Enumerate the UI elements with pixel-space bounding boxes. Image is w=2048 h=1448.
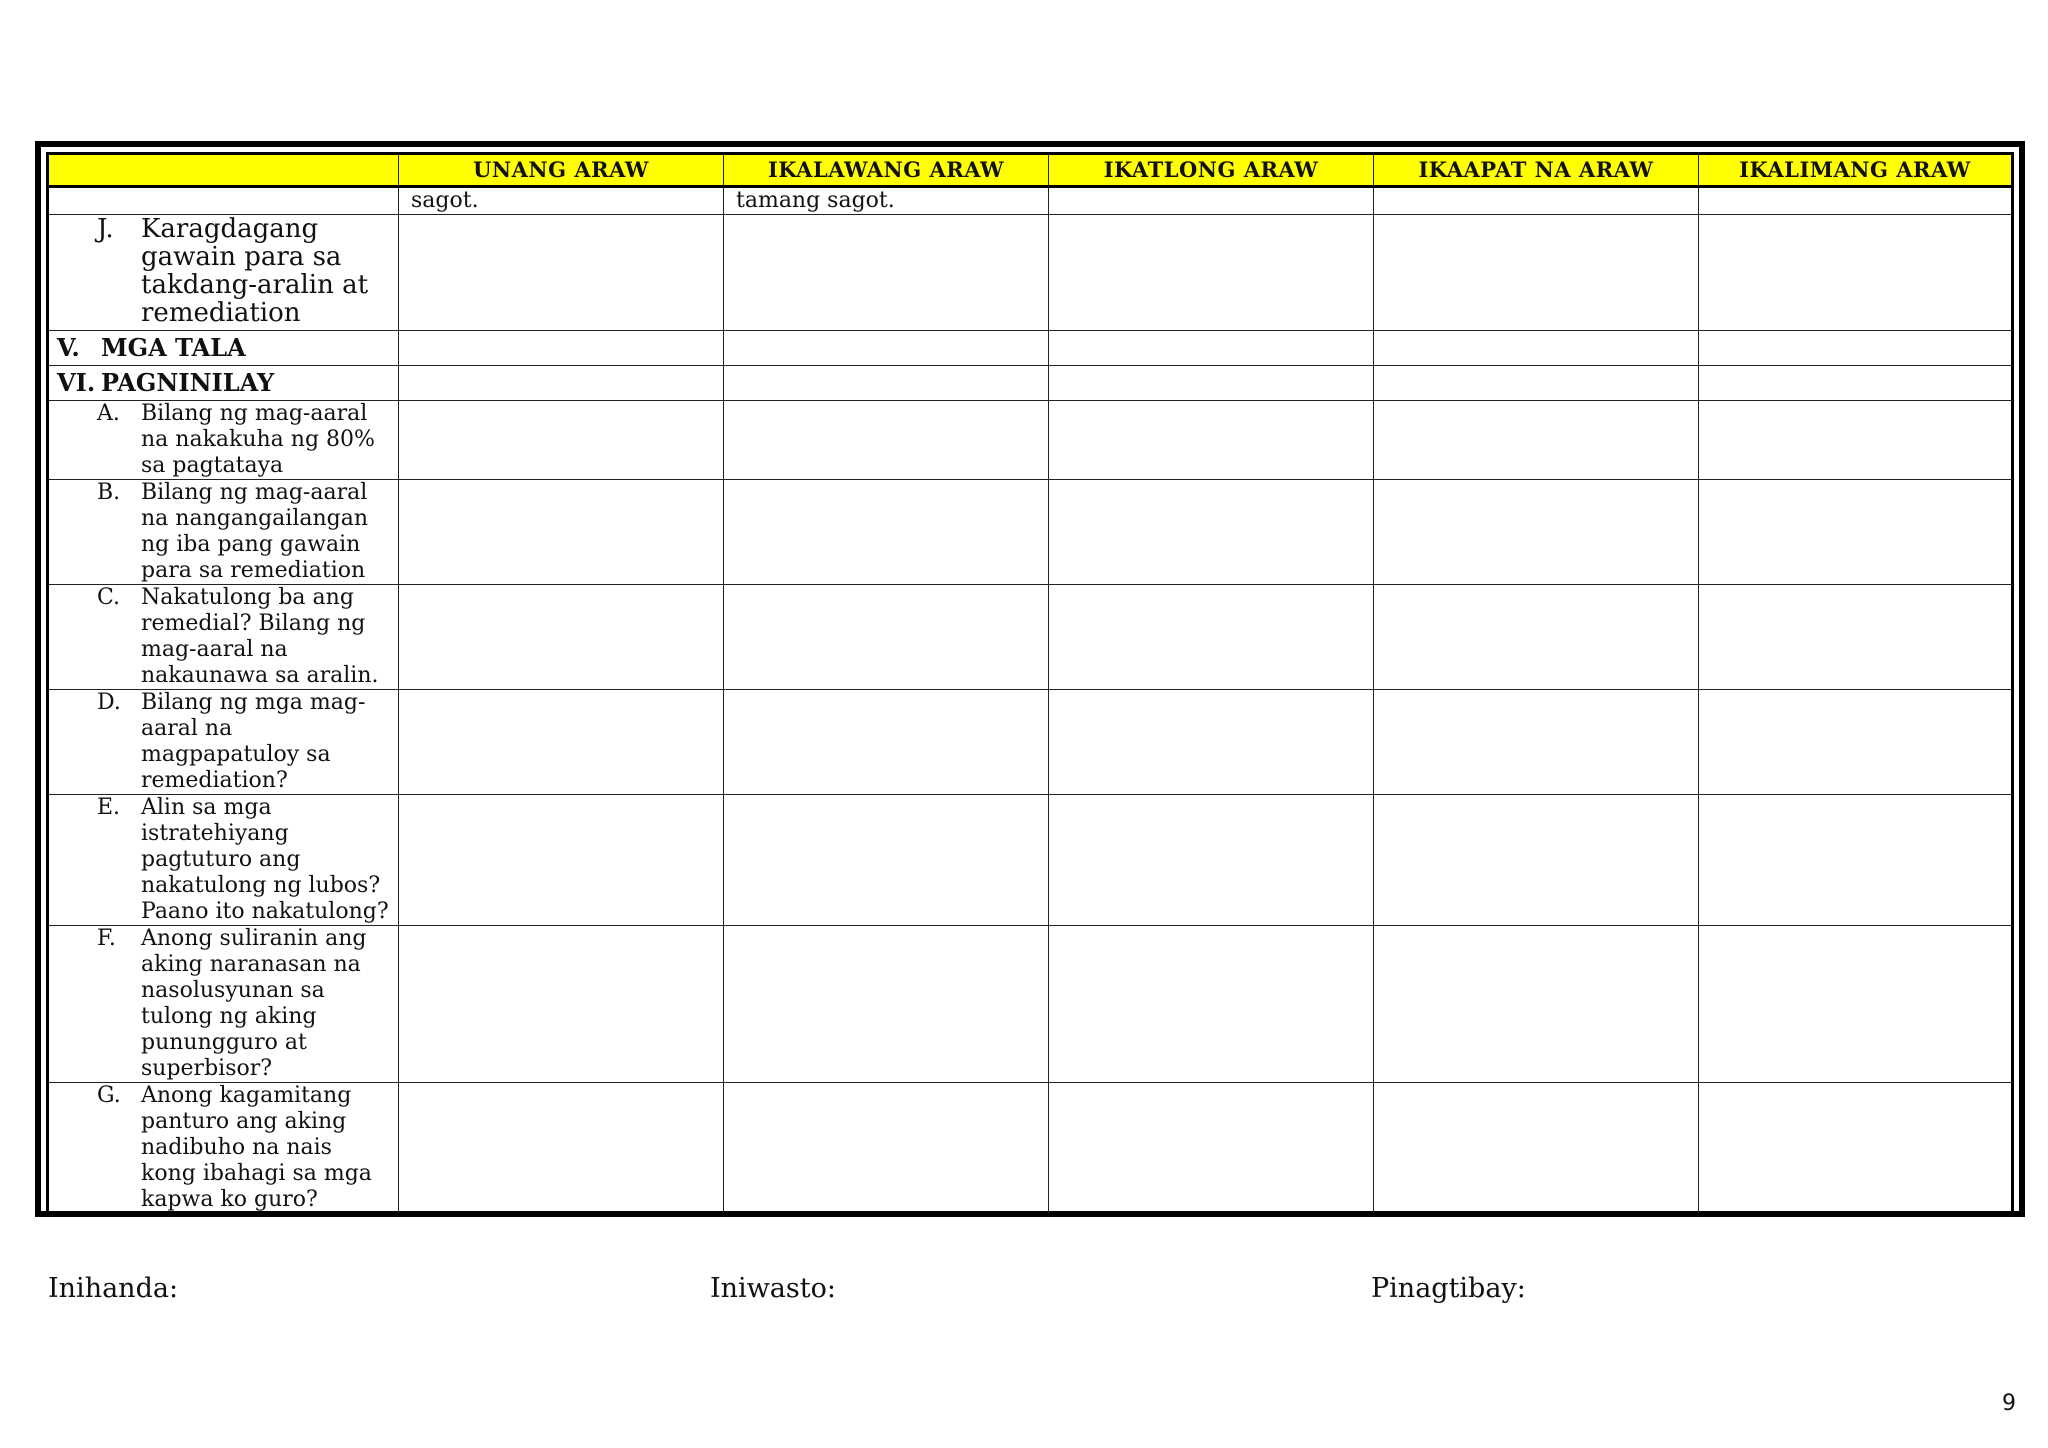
day-2-cell [724, 585, 1049, 690]
day-1-cell [399, 926, 724, 1083]
cell-text: sagot. [411, 188, 479, 213]
day-5-cell [1699, 585, 2013, 690]
day-3-cell [1049, 480, 1374, 585]
day-2-cell [724, 401, 1049, 480]
cell-text: tamang sagot. [736, 188, 895, 213]
header-row [48, 154, 2013, 187]
row-label-cell [48, 331, 399, 366]
item-text: Anong suliranin ang aking naranasan na nasolusyunan sa tulong ng aking punungguro at superbisor? [141, 926, 367, 1081]
day-2-cell [724, 187, 1049, 215]
table-row-reflection-a [48, 401, 2013, 480]
item-text: Alin sa mga istratehiyang pagtuturo ang nakatulong ng lubos? Paano ito nakatulong? [141, 795, 389, 924]
item-text: Anong kagamitang panturo ang aking nadibuho na nais kong ibahagi sa mga kapwa ko guro? [141, 1083, 372, 1212]
item-letter: G. [97, 1083, 121, 1108]
header-corner [48, 154, 399, 187]
list-item [49, 401, 398, 479]
item-letter: B. [97, 480, 121, 505]
table-row-reflection-c [48, 585, 2013, 690]
day-4-cell [1374, 1083, 1699, 1215]
day-5-cell [1699, 480, 2013, 585]
table-row-section-v [48, 331, 2013, 366]
day-1-cell [399, 1083, 724, 1215]
day-3-cell [1049, 401, 1374, 480]
day-1-cell [399, 795, 724, 926]
checked-by-label: Iniwasto: [710, 1273, 836, 1304]
day-5-cell [1699, 331, 2013, 366]
day-5-cell [1699, 690, 2013, 795]
day-1-cell [399, 690, 724, 795]
day-5-cell [1699, 401, 2013, 480]
day-1-cell [399, 585, 724, 690]
header-day-2: IKALAWANG ARAW [724, 154, 1049, 187]
item-letter: A. [97, 401, 120, 426]
day-4-cell [1374, 187, 1699, 215]
row-label-cell [48, 690, 399, 795]
day-3-cell [1049, 795, 1374, 926]
table-row-item-j [48, 215, 2013, 331]
list-item [49, 215, 398, 327]
day-2-cell [724, 926, 1049, 1083]
item-text: Nakatulong ba ang remedial? Bilang ng mag-aaral na nakaunawa sa aralin. [141, 585, 379, 688]
row-label-cell [48, 366, 399, 401]
list-item [49, 690, 398, 794]
day-5-cell [1699, 187, 2013, 215]
day-3-cell [1049, 585, 1374, 690]
day-2-cell [724, 690, 1049, 795]
list-item [49, 585, 398, 689]
approved-by-label: Pinagtibay: [1371, 1273, 1526, 1304]
day-1-cell [399, 480, 724, 585]
day-5-cell [1699, 1083, 2013, 1215]
row-label-cell [48, 401, 399, 480]
day-1-cell [399, 215, 724, 331]
daily-lesson-log-table [46, 152, 2014, 1216]
section-heading [49, 366, 398, 400]
day-5-cell [1699, 215, 2013, 331]
day-3-cell [1049, 926, 1374, 1083]
section-number: VI. [57, 368, 96, 397]
header-day-1: UNANG ARAW [399, 154, 724, 187]
item-text: Karagdagang gawain para sa takdang-aralin at remediation [141, 214, 369, 328]
day-2-cell [724, 1083, 1049, 1215]
item-text: Bilang ng mag-aaral na nangangailangan ng iba pang gawain para sa remediation [141, 480, 369, 583]
row-label-cell [48, 187, 399, 215]
section-number: V. [57, 333, 80, 362]
day-2-cell [724, 480, 1049, 585]
day-4-cell [1374, 366, 1699, 401]
item-letter: F. [97, 926, 116, 951]
prepared-by-label: Inihanda: [48, 1273, 179, 1304]
list-item [49, 795, 398, 925]
header-day-3: IKATLONG ARAW [1049, 154, 1374, 187]
day-4-cell [1374, 215, 1699, 331]
day-4-cell [1374, 585, 1699, 690]
day-2-cell [724, 795, 1049, 926]
row-label-cell [48, 480, 399, 585]
dll-table-frame [35, 141, 2025, 1217]
day-1-cell [399, 331, 724, 366]
table-row-carryover [48, 187, 2013, 215]
day-5-cell [1699, 926, 2013, 1083]
item-letter: C. [97, 585, 121, 610]
day-4-cell [1374, 690, 1699, 795]
table-row-reflection-b [48, 480, 2013, 585]
row-label-cell [48, 1083, 399, 1215]
header-day-5: IKALIMANG ARAW [1699, 154, 2013, 187]
item-text: Bilang ng mga mag-aaral na magpapatuloy sa remediation? [141, 690, 366, 793]
list-item [49, 480, 398, 584]
table-row-reflection-e [48, 795, 2013, 926]
row-label-cell [48, 795, 399, 926]
day-3-cell [1049, 215, 1374, 331]
section-label: MGA TALA [101, 333, 246, 362]
list-item [49, 1083, 398, 1213]
page-number: 9 [2002, 1391, 2016, 1416]
day-4-cell [1374, 480, 1699, 585]
table-row-reflection-g [48, 1083, 2013, 1215]
day-1-cell [399, 401, 724, 480]
day-5-cell [1699, 795, 2013, 926]
item-letter: J. [97, 214, 114, 244]
day-5-cell [1699, 366, 2013, 401]
day-1-cell [399, 366, 724, 401]
day-3-cell [1049, 331, 1374, 366]
row-label-cell [48, 585, 399, 690]
section-heading [49, 331, 398, 365]
day-1-cell [399, 187, 724, 215]
item-letter: D. [97, 690, 121, 715]
day-4-cell [1374, 331, 1699, 366]
day-2-cell [724, 331, 1049, 366]
day-4-cell [1374, 401, 1699, 480]
row-label-cell [48, 926, 399, 1083]
table-row-reflection-f [48, 926, 2013, 1083]
item-text: Bilang ng mag-aaral na nakakuha ng 80% sa pagtataya [141, 401, 375, 478]
day-4-cell [1374, 795, 1699, 926]
section-label: PAGNINILAY [101, 368, 275, 397]
day-4-cell [1374, 926, 1699, 1083]
day-3-cell [1049, 1083, 1374, 1215]
table-row-reflection-d [48, 690, 2013, 795]
item-letter: E. [97, 795, 121, 820]
list-item [49, 926, 398, 1082]
day-2-cell [724, 366, 1049, 401]
day-2-cell [724, 215, 1049, 331]
day-3-cell [1049, 366, 1374, 401]
day-3-cell [1049, 187, 1374, 215]
header-day-4: IKAAPAT NA ARAW [1374, 154, 1699, 187]
row-label-cell [48, 215, 399, 331]
day-3-cell [1049, 690, 1374, 795]
table-row-section-vi [48, 366, 2013, 401]
